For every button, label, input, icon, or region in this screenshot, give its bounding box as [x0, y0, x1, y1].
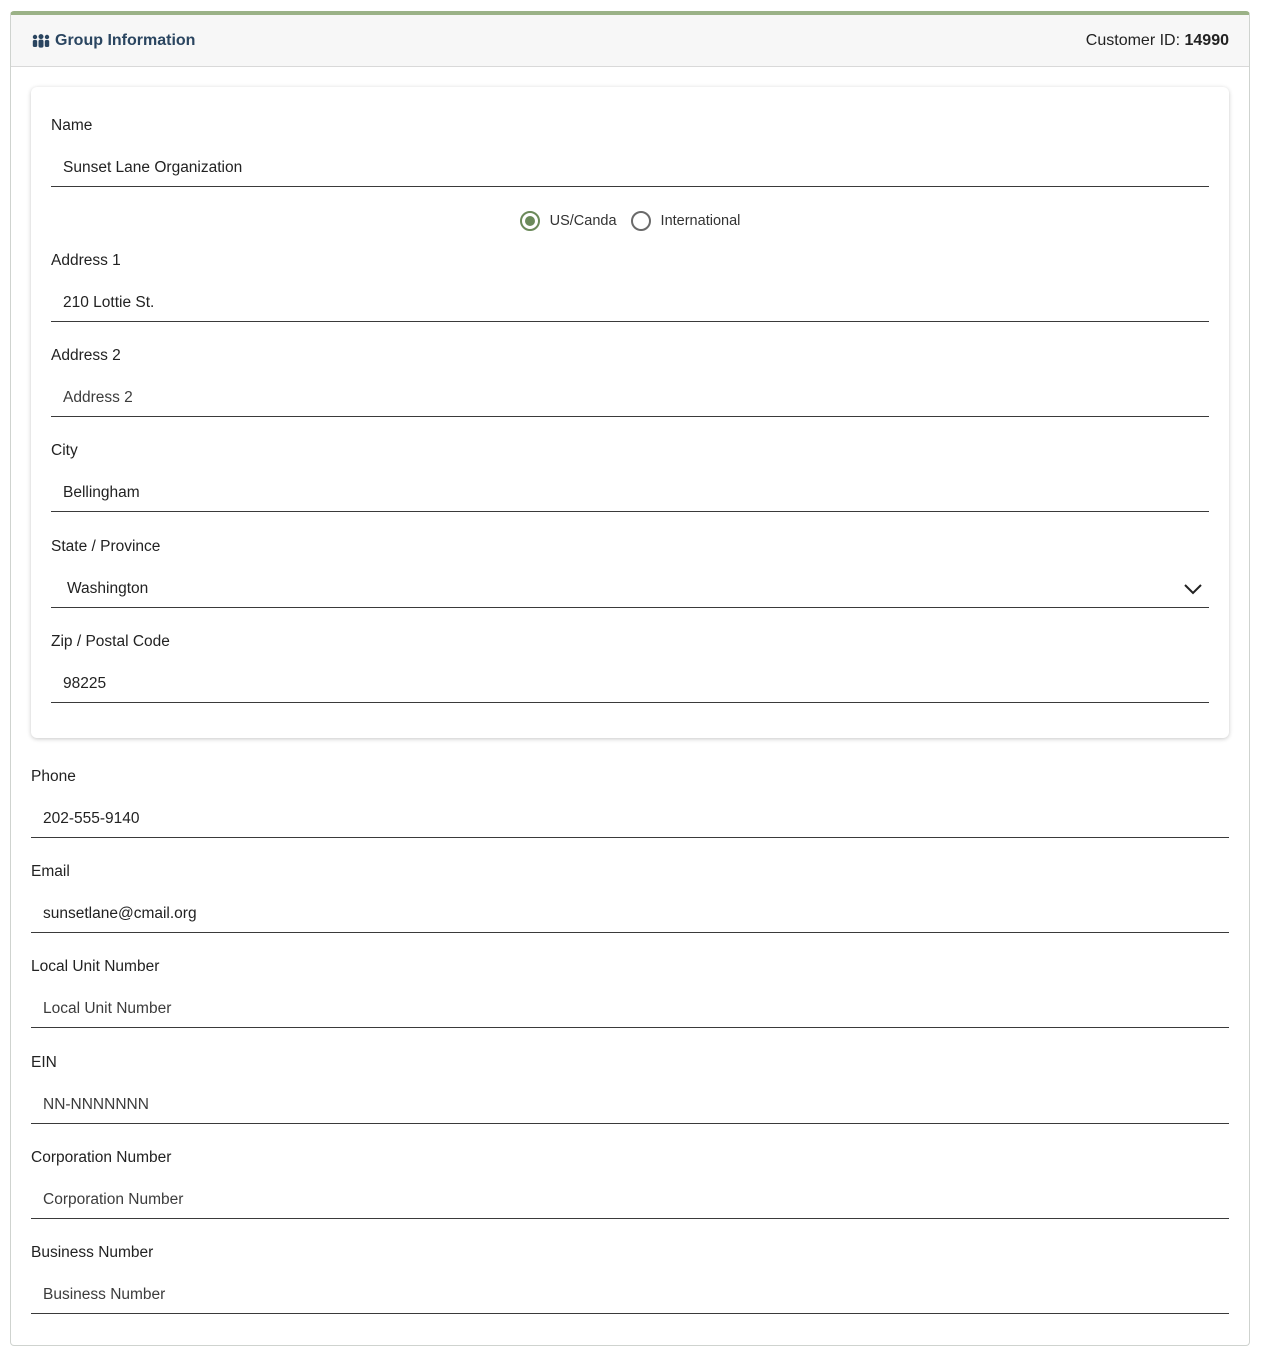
- panel-title: [31, 32, 195, 50]
- ein-field: [31, 1054, 1229, 1124]
- zip-field: [51, 633, 1209, 703]
- address2-input[interactable]: [51, 379, 1209, 417]
- radio-us-canada[interactable]: [520, 211, 617, 231]
- customer-id: [1086, 32, 1229, 50]
- radio-us-canada-indicator[interactable]: [520, 211, 540, 231]
- email-field: [31, 863, 1229, 933]
- city-label: City: [51, 442, 78, 459]
- phone-field: [31, 768, 1229, 838]
- corporation-input[interactable]: [31, 1181, 1229, 1219]
- radio-us-canada-label[interactable]: US/Canda: [549, 213, 617, 229]
- email-input[interactable]: [31, 895, 1229, 933]
- panel-title-text: Group Information: [55, 31, 196, 49]
- radio-international[interactable]: [631, 211, 741, 231]
- name-field: [51, 117, 1209, 187]
- name-label: Name: [51, 117, 93, 134]
- address-card: [31, 87, 1229, 738]
- radio-international-label[interactable]: International: [660, 213, 741, 229]
- address2-field: [51, 347, 1209, 417]
- customer-id-value: 14990: [1184, 31, 1229, 49]
- name-input[interactable]: [51, 149, 1209, 187]
- state-select[interactable]: [51, 570, 1209, 608]
- phone-input[interactable]: [31, 800, 1229, 838]
- customer-id-label: Customer ID:: [1085, 31, 1181, 49]
- city-field: [51, 442, 1209, 512]
- local-unit-field: [31, 958, 1229, 1028]
- local-unit-label: Local Unit Number: [31, 958, 160, 975]
- group-information-panel: [10, 11, 1250, 1346]
- phone-label: Phone: [31, 768, 76, 785]
- address1-label: Address 1: [51, 252, 121, 269]
- ein-label: EIN: [31, 1054, 57, 1071]
- email-label: Email: [31, 863, 70, 880]
- zip-input[interactable]: [51, 665, 1209, 703]
- address1-input[interactable]: [51, 284, 1209, 322]
- ein-input[interactable]: [31, 1086, 1229, 1124]
- group-icon: [31, 34, 51, 48]
- state-label: State / Province: [51, 538, 161, 555]
- address1-field: [51, 252, 1209, 322]
- state-field: [51, 538, 1209, 608]
- region-radio-group: [31, 211, 1229, 231]
- corporation-label: Corporation Number: [31, 1149, 172, 1166]
- zip-label: Zip / Postal Code: [51, 633, 170, 650]
- radio-international-indicator[interactable]: [631, 211, 651, 231]
- business-input[interactable]: [31, 1276, 1229, 1314]
- address2-label: Address 2: [51, 347, 121, 364]
- local-unit-input[interactable]: [31, 990, 1229, 1028]
- chevron-down-icon[interactable]: [1183, 583, 1203, 595]
- city-input[interactable]: [51, 474, 1209, 512]
- business-label: Business Number: [31, 1244, 154, 1261]
- panel-header: [11, 15, 1249, 67]
- corporation-field: [31, 1149, 1229, 1219]
- state-select-value[interactable]: Washington: [67, 579, 149, 597]
- business-field: [31, 1244, 1229, 1314]
